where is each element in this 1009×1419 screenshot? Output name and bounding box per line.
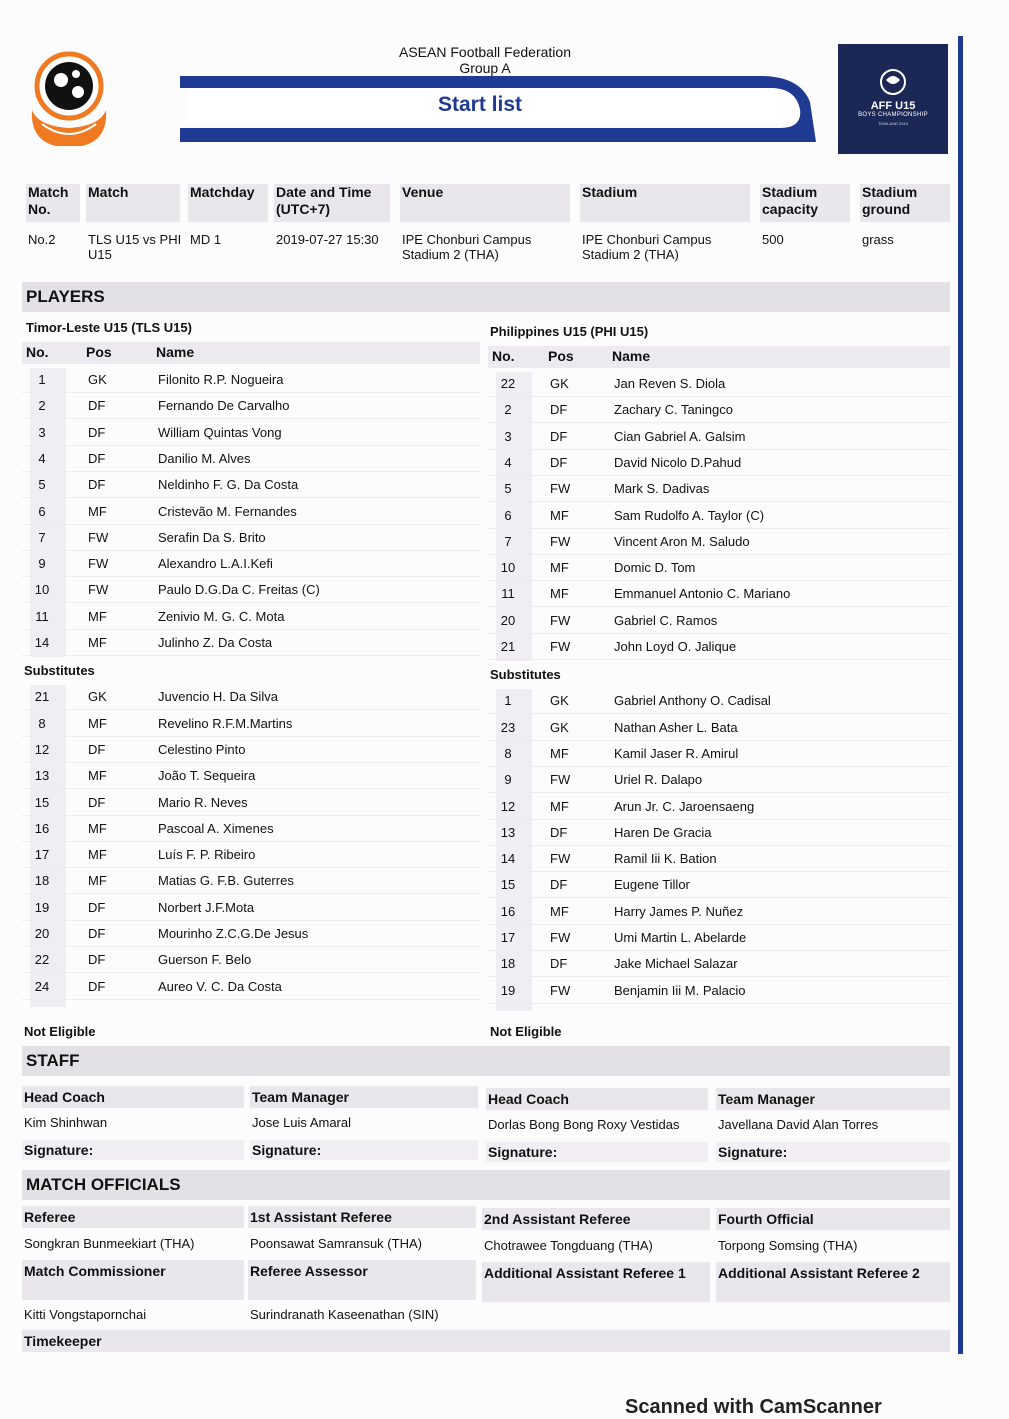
player-pos: GK — [550, 376, 569, 391]
right-team-manager-name: Javellana David Alan Torres — [718, 1117, 879, 1132]
player-name: Vincent Aron M. Saludo — [614, 533, 750, 549]
player-pos: FW — [550, 533, 571, 549]
row-divider — [488, 713, 950, 714]
capacity-value: 500 — [762, 232, 784, 247]
player-pos: MF — [88, 635, 107, 650]
player-no: 10 — [34, 582, 50, 598]
left-head-coach-name: Kim Shinhwan — [24, 1115, 108, 1130]
player-pos: DF — [550, 956, 568, 972]
player-no: 9 — [504, 772, 512, 788]
row-divider — [22, 392, 480, 393]
player-pos: FW — [88, 529, 109, 545]
player-no: 9 — [38, 556, 46, 572]
player-name: Juvencio H. Da Silva — [158, 689, 278, 705]
player-no: 17 — [500, 930, 516, 945]
player-pos: DF — [88, 477, 106, 493]
player-no: 10 — [500, 560, 516, 576]
player-no: 8 — [504, 745, 512, 761]
player-no: 4 — [504, 454, 512, 470]
player-name: Revelino R.F.M.Martins — [158, 715, 293, 731]
player-no: 1 — [38, 372, 46, 387]
player-no: 12 — [500, 798, 516, 814]
player-pos: DF — [88, 926, 106, 941]
player-pos: DF — [88, 450, 106, 466]
player-no: 5 — [38, 477, 46, 493]
left-head-coach-signature-label: Signature: — [22, 1140, 244, 1160]
fourth-official-label: Fourth Official — [716, 1208, 950, 1230]
logo-subtitle: BOYS CHAMPIONSHIP — [858, 112, 928, 118]
player-pos: DF — [88, 899, 106, 915]
player-no: 19 — [500, 982, 516, 998]
player-no: 14 — [34, 635, 50, 650]
player-no: 8 — [38, 715, 46, 731]
player-no: 22 — [500, 376, 516, 391]
player-pos: MF — [550, 798, 569, 814]
row-divider — [22, 418, 480, 419]
header-group: Group A — [459, 60, 511, 76]
player-no: 3 — [38, 424, 46, 440]
staff-section-header: STAFF — [22, 1046, 950, 1076]
row-divider — [22, 709, 480, 710]
row-divider — [488, 897, 950, 898]
player-pos: FW — [550, 612, 571, 628]
player-name: Paulo D.G.Da C. Freitas (C) — [158, 582, 320, 598]
row-divider — [22, 602, 480, 603]
player-pos: GK — [550, 719, 569, 735]
player-no: 12 — [34, 741, 50, 757]
player-no: 21 — [34, 689, 50, 705]
date-time-header: Date and Time (UTC+7) — [274, 184, 390, 222]
right-head-coach-name: Dorlas Bong Bong Roxy Vestidas — [488, 1117, 680, 1132]
additional-assistant-referee-2-label: Additional Assistant Referee 2 — [716, 1262, 950, 1302]
player-name: Nathan Asher L. Bata — [614, 719, 738, 735]
right-not-eligible-label: Not Eligible — [490, 1024, 562, 1039]
player-name: Eugene Tillor — [614, 877, 690, 893]
match-commissioner-label: Match Commissioner — [22, 1260, 244, 1300]
player-name: Ramil Iii K. Bation — [614, 851, 717, 867]
player-pos: FW — [550, 772, 571, 788]
player-pos: FW — [550, 639, 571, 654]
player-name: David Nicolo D.Pahud — [614, 454, 742, 470]
row-divider — [22, 841, 480, 842]
player-name: Mark S. Dadivas — [614, 481, 710, 497]
player-no: 15 — [34, 794, 50, 810]
row-divider — [22, 471, 480, 472]
player-pos: FW — [550, 851, 571, 867]
player-name: Norbert J.F.Mota — [158, 899, 255, 915]
row-divider — [22, 762, 480, 763]
row-divider — [22, 655, 480, 656]
player-pos: FW — [550, 481, 571, 497]
player-name: Cian Gabriel A. Galsim — [614, 428, 746, 444]
player-name: Umi Martin L. Abelarde — [614, 930, 747, 945]
page-title: Start list — [437, 93, 523, 116]
date-time-value: 2019-07-27 15:30 — [276, 232, 379, 247]
player-name: Aureo V. C. Da Costa — [158, 978, 282, 994]
player-pos: DF — [88, 398, 106, 414]
player-name: Jan Reven S. Diola — [614, 376, 726, 391]
row-divider — [488, 792, 950, 793]
row-divider — [488, 475, 950, 476]
player-no: 17 — [34, 847, 50, 863]
player-pos: FW — [550, 930, 571, 945]
player-name: Jake Michael Salazar — [614, 956, 738, 972]
row-divider — [22, 946, 480, 947]
row-divider — [22, 629, 480, 630]
row-divider — [488, 528, 950, 529]
player-name: Haren De Gracia — [614, 824, 712, 840]
player-name: Fernando De Carvalho — [158, 398, 290, 414]
aff-federation-logo — [26, 40, 112, 148]
referee-assessor-label: Referee Assessor — [248, 1260, 476, 1300]
row-divider — [22, 815, 480, 816]
ground-value: grass — [862, 232, 894, 247]
player-no: 2 — [38, 398, 46, 414]
right-col-name: Name — [612, 348, 651, 364]
player-no: 7 — [504, 533, 512, 549]
player-no: 18 — [500, 956, 516, 972]
player-no: 3 — [504, 428, 512, 444]
right-team-name: Philippines U15 (PHI U15) — [490, 324, 649, 339]
player-pos: MF — [88, 715, 107, 731]
row-divider — [488, 924, 950, 925]
player-name: John Loyd O. Jalique — [614, 639, 737, 654]
player-pos: GK — [88, 689, 107, 705]
row-divider — [22, 972, 480, 973]
player-name: Kamil Jaser R. Amirul — [614, 745, 739, 761]
player-pos: DF — [88, 424, 106, 440]
player-pos: MF — [550, 560, 569, 576]
player-pos: MF — [550, 903, 569, 919]
left-not-eligible-label: Not Eligible — [24, 1024, 96, 1039]
logo-caption: THAILAND 2019 — [878, 121, 908, 126]
match-value: TLS U15 vs PHI U15 — [88, 232, 182, 262]
left-col-pos: Pos — [86, 344, 112, 360]
player-name: Serafin Da S. Brito — [158, 529, 266, 545]
aff-u15-logo — [838, 44, 948, 154]
row-divider — [488, 659, 950, 660]
player-no: 2 — [504, 402, 512, 418]
stadium-header: Stadium — [580, 184, 750, 222]
row-divider — [22, 736, 480, 737]
player-no: 6 — [504, 507, 512, 523]
player-name: Harry James P. Nuñez — [614, 903, 744, 919]
player-no: 11 — [501, 586, 515, 602]
row-divider — [22, 999, 480, 1000]
player-name: Zachary C. Taningco — [614, 402, 733, 418]
row-divider — [488, 766, 950, 767]
player-pos: DF — [550, 454, 568, 470]
player-name: Gabriel C. Ramos — [614, 612, 718, 628]
player-name: Pascoal A. Ximenes — [158, 820, 274, 836]
additional-assistant-referee-1-label: Additional Assistant Referee 1 — [482, 1262, 710, 1302]
row-divider — [22, 920, 480, 921]
player-name: Luís F. P. Ribeiro — [158, 847, 256, 863]
player-name: Gabriel Anthony O. Cadisal — [614, 693, 771, 709]
player-pos: DF — [550, 877, 568, 893]
fourth-official-name: Torpong Somsing (THA) — [718, 1238, 858, 1253]
player-pos: FW — [88, 582, 109, 598]
player-pos: MF — [88, 768, 107, 784]
officials-section-header: MATCH OFFICIALS — [22, 1170, 950, 1200]
row-divider — [488, 871, 950, 872]
player-no: 7 — [38, 529, 46, 545]
player-pos: GK — [550, 693, 569, 709]
player-pos: DF — [88, 952, 106, 968]
player-name: Matias G. F.B. Guterres — [158, 873, 294, 889]
player-name: Filonito R.P. Nogueira — [158, 372, 284, 387]
row-divider — [22, 497, 480, 498]
right-team-manager-signature-label: Signature: — [716, 1142, 950, 1162]
player-no: 11 — [35, 608, 49, 624]
assistant-referee-1-name: Poonsawat Samransuk (THA) — [250, 1236, 422, 1251]
player-pos: FW — [88, 556, 109, 572]
row-divider — [488, 501, 950, 502]
player-pos: MF — [550, 507, 569, 523]
player-name: William Quintas Vong — [158, 424, 282, 440]
player-pos: GK — [88, 372, 107, 387]
player-no: 6 — [38, 503, 46, 519]
player-pos: DF — [550, 428, 568, 444]
player-no: 24 — [34, 978, 50, 994]
player-no: 1 — [504, 693, 512, 709]
player-pos: DF — [88, 978, 106, 994]
matchday-value: MD 1 — [190, 232, 222, 247]
left-team-manager-name: Jose Luis Amaral — [252, 1115, 351, 1130]
player-no: 4 — [38, 450, 46, 466]
venue-value: IPE Chonburi Campus Stadium 2 (THA) — [402, 232, 532, 262]
row-divider — [488, 449, 950, 450]
player-pos: MF — [88, 847, 107, 863]
stadium-value: IPE Chonburi Campus Stadium 2 (THA) — [582, 232, 712, 262]
assistant-referee-1-label: 1st Assistant Referee — [248, 1206, 476, 1228]
player-no: 21 — [500, 639, 516, 654]
ground-header: Stadium ground — [860, 184, 950, 222]
row-divider — [22, 893, 480, 894]
player-name: Zenivio M. G. C. Mota — [158, 608, 285, 624]
players-section-header: PLAYERS — [22, 282, 950, 312]
row-divider — [22, 867, 480, 868]
row-divider — [22, 550, 480, 551]
assistant-referee-2-name: Chotrawee Tongduang (THA) — [484, 1238, 653, 1253]
player-pos: DF — [550, 824, 568, 840]
row-divider — [488, 396, 950, 397]
player-name: Emmanuel Antonio C. Mariano — [614, 586, 791, 602]
matchday-header: Matchday — [188, 184, 268, 222]
player-name: Cristevão M. Fernandes — [158, 503, 297, 519]
left-team-name: Timor-Leste U15 (TLS U15) — [26, 320, 192, 335]
left-head-coach-label: Head Coach — [22, 1086, 244, 1108]
player-no: 13 — [500, 824, 516, 840]
row-divider — [488, 845, 950, 846]
player-no: 5 — [504, 481, 512, 497]
player-name: Guerson F. Belo — [158, 952, 252, 968]
left-col-no: No. — [26, 344, 49, 360]
row-divider — [488, 1003, 950, 1004]
row-divider — [488, 606, 950, 607]
player-name: Alexandro L.A.I.Kefi — [158, 556, 273, 572]
row-divider — [488, 422, 950, 423]
capacity-header: Stadium capacity — [760, 184, 850, 222]
player-pos: MF — [88, 608, 107, 624]
player-name: Uriel R. Dalapo — [614, 772, 703, 788]
match-no-header: Match No. — [26, 184, 80, 222]
header-org: ASEAN Football Federation — [399, 44, 571, 60]
player-name: João T. Sequeira — [158, 768, 256, 784]
player-pos: MF — [550, 745, 569, 761]
player-pos: DF — [88, 794, 106, 810]
player-no: 23 — [500, 719, 516, 735]
player-name: Domic D. Tom — [614, 560, 696, 576]
player-name: Benjamin Iii M. Palacio — [614, 982, 746, 998]
referee-name: Songkran Bunmeekiart (THA) — [24, 1236, 195, 1251]
venue-header: Venue — [400, 184, 570, 222]
left-team-manager-label: Team Manager — [250, 1086, 478, 1108]
row-divider — [22, 524, 480, 525]
left-col-name: Name — [156, 344, 195, 360]
match-no-value: No.2 — [28, 232, 56, 247]
player-pos: MF — [88, 820, 107, 836]
scanner-watermark: Scanned with CamScanner — [625, 1396, 882, 1418]
row-divider — [488, 950, 950, 951]
right-substitutes-label: Substitutes — [490, 667, 561, 683]
player-pos: DF — [550, 402, 568, 418]
player-name: Neldinho F. G. Da Costa — [158, 477, 299, 493]
player-pos: MF — [88, 503, 107, 519]
player-pos: DF — [88, 741, 106, 757]
page-border-rule — [958, 36, 963, 1354]
player-no: 15 — [500, 877, 516, 893]
match-commissioner-name: Kitti Vongstapornchai — [24, 1307, 147, 1322]
player-no: 16 — [34, 820, 50, 836]
player-pos: MF — [88, 873, 107, 889]
player-name: Sam Rudolfo A. Taylor (C) — [614, 507, 765, 523]
timekeeper-label: Timekeeper — [22, 1330, 950, 1352]
left-team-manager-signature-label: Signature: — [250, 1140, 478, 1160]
row-divider — [488, 819, 950, 820]
right-head-coach-signature-label: Signature: — [486, 1142, 708, 1162]
row-divider — [488, 554, 950, 555]
player-no: 20 — [500, 612, 516, 628]
player-no: 20 — [34, 926, 50, 941]
player-pos: FW — [550, 982, 571, 998]
player-no: 13 — [34, 768, 50, 784]
player-name: Danilio M. Alves — [158, 450, 251, 466]
row-divider — [22, 576, 480, 577]
right-col-no: No. — [492, 348, 515, 364]
right-col-pos: Pos — [548, 348, 574, 364]
referee-assessor-name: Surindranath Kaseenathan (SIN) — [250, 1307, 439, 1322]
row-divider — [22, 445, 480, 446]
right-head-coach-label: Head Coach — [486, 1088, 708, 1110]
referee-label: Referee — [22, 1206, 244, 1228]
player-name: Mario R. Neves — [158, 794, 248, 810]
row-divider — [488, 740, 950, 741]
row-divider — [22, 788, 480, 789]
player-name: Arun Jr. C. Jaroensaeng — [614, 798, 755, 814]
player-no: 18 — [34, 873, 50, 889]
row-divider — [488, 580, 950, 581]
player-no: 22 — [34, 952, 50, 968]
player-name: Julinho Z. Da Costa — [158, 635, 273, 650]
player-no: 19 — [34, 899, 50, 915]
match-header: Match — [86, 184, 180, 222]
row-divider — [488, 633, 950, 634]
player-no: 14 — [500, 851, 516, 867]
right-team-manager-label: Team Manager — [716, 1088, 950, 1110]
player-name: Mourinho Z.C.G.De Jesus — [158, 926, 309, 941]
left-substitutes-label: Substitutes — [24, 663, 95, 679]
logo-title: AFF U15 — [870, 100, 916, 112]
player-pos: MF — [550, 586, 569, 602]
player-name: Celestino Pinto — [158, 741, 246, 757]
assistant-referee-2-label: 2nd Assistant Referee — [482, 1208, 710, 1230]
row-divider — [488, 976, 950, 977]
player-no: 16 — [500, 903, 516, 919]
